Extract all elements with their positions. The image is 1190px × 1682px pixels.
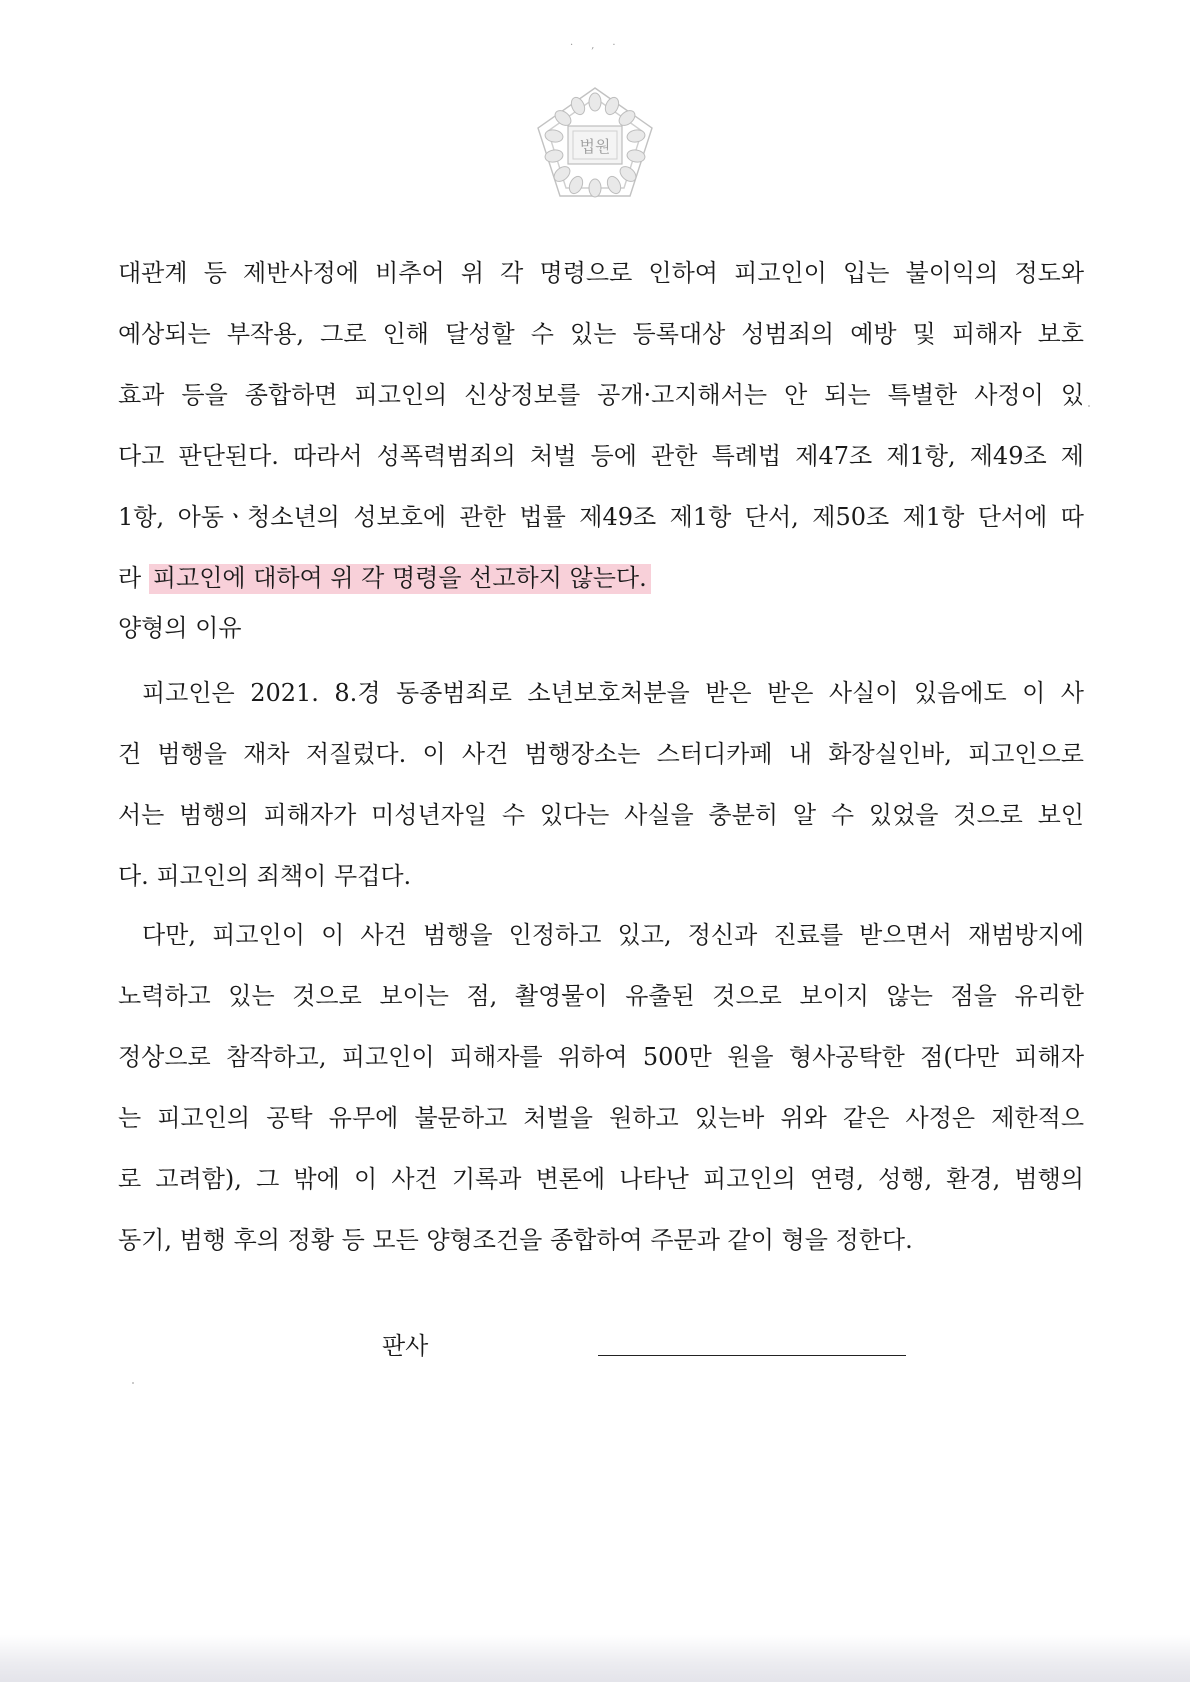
text-line: 대관계 등 제반사정에 비추어 위 각 명령으로 인하여 피고인이 입는 불이익의 정도와 xyxy=(118,259,1084,287)
text-line: 로 고려함), 그 밖에 이 사건 기록과 변론에 나타난 피고인의 연령, 성행, 환경, 범행의 xyxy=(118,1165,1084,1193)
text-line: 는 피고인의 공탁 유무에 불문하고 처벌을 원하고 있는바 위와 같은 사정은 제한적으 xyxy=(118,1104,1084,1132)
text-line: 다. 피고인의 죄책이 무겁다. xyxy=(118,862,412,890)
judge-label: 판사 xyxy=(382,1332,429,1360)
court-seal-icon xyxy=(530,82,660,202)
sentencing-paragraph-2 xyxy=(118,905,1084,1271)
scan-speck xyxy=(1088,405,1090,407)
text-line: 다고 판단된다. 따라서 성폭력범죄의 처벌 등에 관한 특례법 제47조 제1항, 제49조 제 xyxy=(118,442,1084,470)
text-prefix: 라 xyxy=(118,564,149,592)
text-line: 동기, 범행 후의 정황 등 모든 양형조건을 종합하여 주문과 같이 형을 정한다. xyxy=(118,1226,913,1254)
text-line: 건 범행을 재차 저질렀다. 이 사건 범행장소는 스터디카페 내 화장실인바, 피고인으로 xyxy=(118,740,1084,768)
text-line: 피고인은 2021. 8.경 동종범죄로 소년보호처분을 받은 받은 사실이 있음에도 이 사 xyxy=(142,679,1084,707)
text-line: 서는 범행의 피해자가 미성년자일 수 있다는 사실을 충분히 알 수 있었을 것으로 보인 xyxy=(118,801,1084,829)
text-line: 효과 등을 종합하면 피고인의 신상정보를 공개·고지해서는 안 되는 특별한 사정이 있 xyxy=(118,381,1084,409)
highlighted-conclusion: 피고인에 대하여 위 각 명령을 선고하지 않는다. xyxy=(149,564,651,594)
scan-marks: ·‚· xyxy=(570,40,634,51)
svg-text:법원: 법원 xyxy=(579,137,611,156)
sentencing-paragraph-1 xyxy=(118,663,1084,907)
text-line: 1항, 아동ㆍ청소년의 성보호에 관한 법률 제49조 제1항 단서, 제50조 제1항 단서에 따 xyxy=(118,503,1084,531)
scan-speck xyxy=(132,1382,134,1384)
scan-bottom-edge xyxy=(0,1635,1190,1682)
text-line-last xyxy=(118,548,1084,609)
text-line: 노력하고 있는 것으로 보이는 점, 촬영물이 유출된 것으로 보이지 않는 점을 유리한 xyxy=(118,982,1084,1010)
order-paragraph xyxy=(118,243,1084,609)
section-heading: 양형의 이유 xyxy=(118,614,242,642)
text-line: 정상으로 참작하고, 피고인이 피해자를 위하여 500만 원을 형사공탁한 점(다만 피해자 xyxy=(118,1043,1084,1071)
text-line: 예상되는 부작용, 그로 인해 달성할 수 있는 등록대상 성범죄의 예방 및 피해자 보호 xyxy=(118,320,1084,348)
text-line: 다만, 피고인이 이 사건 범행을 인정하고 있고, 정신과 진료를 받으면서 재범방지에 xyxy=(142,921,1084,949)
signature-line xyxy=(598,1355,906,1356)
